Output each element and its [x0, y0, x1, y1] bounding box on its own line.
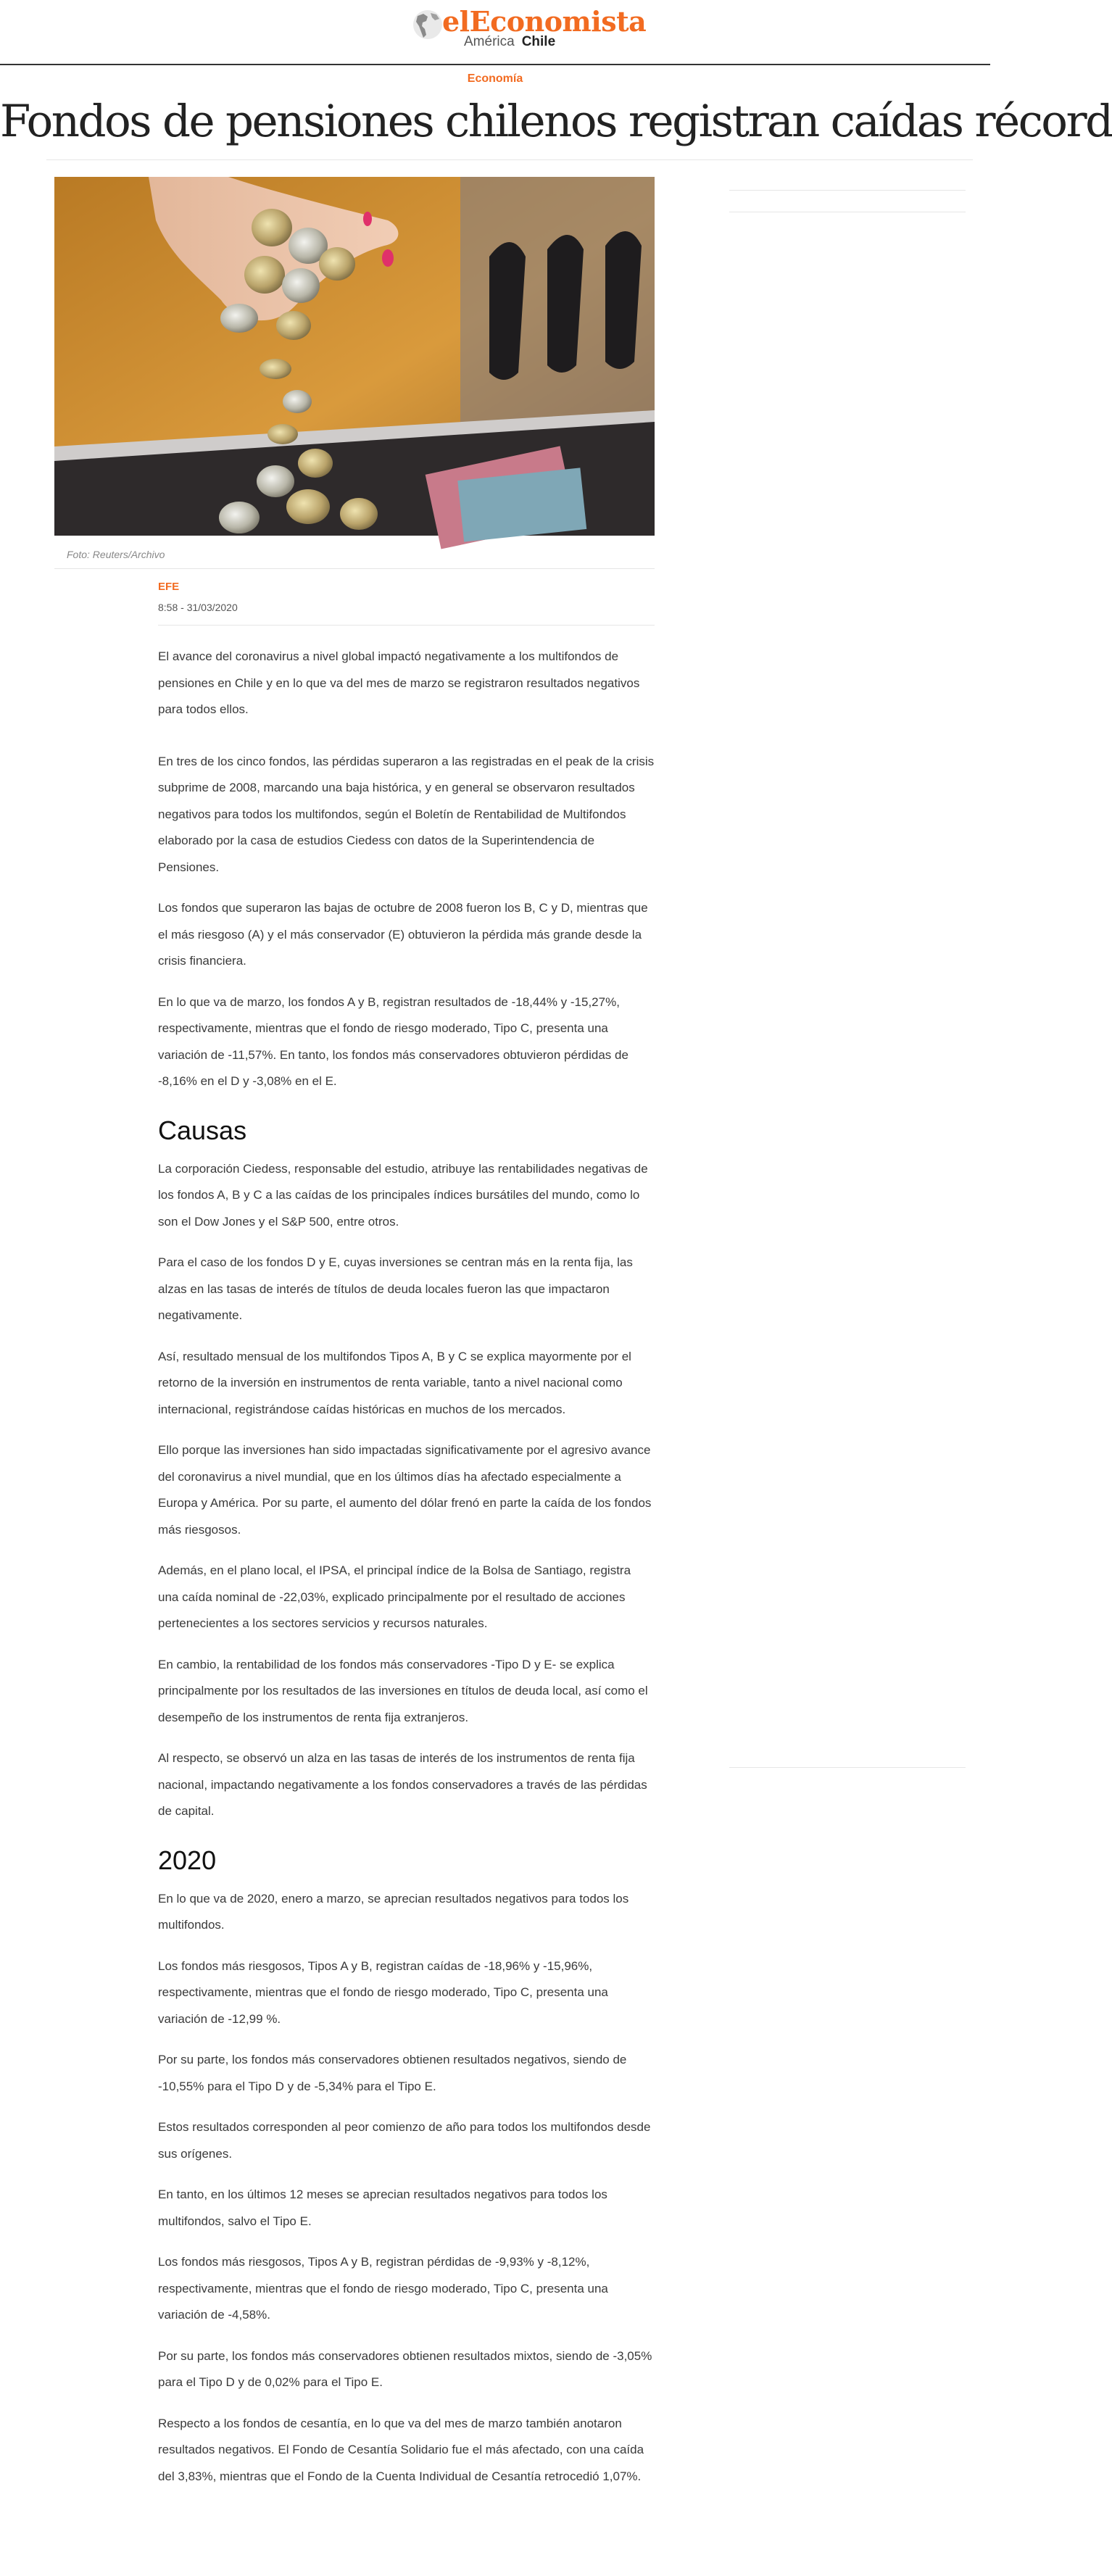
logo-country: Chile — [521, 34, 556, 49]
article-paragraph: Los fondos que superaron las bajas de octubre de 2008 fueron los B, C y D, mientras que el más riesgoso (A) y el más conservador (E) obtuvieron la pérdida más grande desde la crisis financiera. — [158, 901, 648, 968]
article-paragraph: Por su parte, los fondos más conservadores obtienen resultados mixtos, siendo de -3,05% para el Tipo D y de 0,02% para el Tipo E. — [158, 2348, 652, 2389]
byline-author[interactable]: EFE — [158, 581, 180, 593]
article-paragraph: Respecto a los fondos de cesantía, en lo que va del mes de marzo también anotaron resultados negativos. El Fondo de Cesantía Solidario fue el más afectado, con una caída del 3,83%, mientras que el Fondo de la Cuenta Individual de Cesantía retrocedió 1,07%. — [158, 2416, 644, 2483]
article-paragraph: La corporación Ciedess, responsable del estudio, atribuye las rentabilidades negativas de los fondos A, B y C a las caídas de los principales índices bursátiles del mundo, como lo son el Dow Jones y el S&P 500, entre otros. — [158, 1161, 648, 1229]
article-paragraph: El avance del coronavirus a nivel global impactó negativamente a los multifondos de pensiones en Chile y en lo que va del mes de marzo se registraron resultados negativos para todos ellos. — [158, 649, 640, 716]
article-paragraph: En cambio, la rentabilidad de los fondos más conservadores -Tipo D y E- se explica principalmente por los resultados de las inversiones en títulos de deuda local, así como el desempeño de los instrumentos de renta fija extranjeros. — [158, 1657, 648, 1724]
logo-word-el: el — [442, 5, 470, 38]
article-paragraph: Así, resultado mensual de los multifondos Tipos A, B y C se explica mayormente por el retorno de la inversión en instrumentos de renta variable, tanto a nivel nacional como internacional, registrándose caídas históricas en muchos de los mercados. — [158, 1349, 631, 1416]
article-paragraph: En lo que va de 2020, enero a marzo, se aprecian resultados negativos para todos los multifondos. — [158, 1891, 629, 1932]
article-paragraph: En lo que va de marzo, los fondos A y B, registran resultados de -18,44% y -15,27%, respectivamente, mientras que el fondo de riesgo moderado, Tipo C, presenta una variación de -11,57%. En tanto, los fondos más conservadores obtuvieron pérdidas de -8,16% en el D y -3,08% en el E. — [158, 994, 628, 1088]
article-paragraph: Los fondos más riesgosos, Tipos A y B, registran pérdidas de -9,93% y -8,12%, respectivamente, mientras que el fondo de riesgo moderado, Tipo C, presenta una variación de -4,58%. — [158, 2255, 608, 2322]
article-title: Fondos de pensiones chilenos registran caídas récord — [0, 96, 1112, 147]
section-heading-2020: 2020 — [158, 1845, 217, 1875]
article-paragraph: Para el caso de los fondos D y E, cuyas inversiones se centran más en la renta fija, las alzas en las tasas de interés de títulos de deuda locales fueron las que impactaron negativamente. — [158, 1255, 633, 1322]
article-paragraph: En tres de los cinco fondos, las pérdidas superaron a las registradas en el peak de la crisis subprime de 2008, marcando una baja histórica, y en general se observaron resultados negativos para todos los multifondos, según el Boletín de Rentabilidad de Multifondos elaborado por la casa de estudios Ciedess con datos de la Superintendencia de Pensiones. — [158, 754, 655, 874]
site-logo[interactable] — [410, 5, 647, 52]
article-paragraph: Por su parte, los fondos más conservadores obtienen resultados negativos, siendo de -10,55% para el Tipo D y de -5,34% para el Tipo E. — [158, 2053, 627, 2093]
globe-americas-icon — [410, 7, 445, 42]
coins-falling-photo — [54, 177, 655, 536]
article-paragraph: Los fondos más riesgosos, Tipos A y B, registran caídas de -18,96% y -15,96%, respectivamente, mientras que el fondo de riesgo moderado, Tipo C, presenta una variación de -12,99 %. — [158, 1958, 608, 2026]
section-heading-causas: Causas — [158, 1115, 247, 1145]
article-photo — [54, 177, 655, 536]
logo-edition — [464, 33, 555, 51]
section-label[interactable]: Economía — [467, 72, 523, 85]
divider — [54, 568, 655, 569]
photo-caption: Foto: Reuters/Archivo — [67, 549, 165, 560]
logo-region: América — [464, 34, 515, 49]
article-paragraph: Estos resultados corresponden al peor comienzo de año para todos los multifondos desde sus orígenes. — [158, 2120, 651, 2161]
divider — [158, 625, 655, 626]
article-paragraph: Al respecto, se observó un alza en las tasas de interés de los instrumentos de renta fija nacional, impactando negativamente a los fondos conservadores a través de las pérdidas de capital. — [158, 1751, 647, 1818]
divider — [46, 159, 973, 160]
sidebar-divider — [729, 190, 966, 191]
article-paragraph: Ello porque las inversiones han sido impactadas significativamente por el agresivo avance del coronavirus a nivel mundial, que en los últimos días ha afectado especialmente a Europa y América. Por su parte, el aumento del dólar frenó en parte la caída de los fondos más riesgosos. — [158, 1443, 652, 1537]
byline-timestamp: 8:58 - 31/03/2020 — [158, 602, 238, 613]
sidebar-divider — [729, 1767, 966, 1768]
article-body — [158, 644, 655, 2504]
article-paragraph: Además, en el plano local, el IPSA, el principal índice de la Bolsa de Santiago, registra una caída nominal de -22,03%, explicado principalmente por el resultado de acciones pertenecientes a los sectores servicios y recursos naturales. — [158, 1563, 631, 1630]
site-header — [0, 0, 990, 65]
article-paragraph: En tanto, en los últimos 12 meses se aprecian resultados negativos para todos los multifondos, salvo el Tipo E. — [158, 2187, 607, 2228]
logo-word-economista: Economista — [469, 5, 647, 38]
